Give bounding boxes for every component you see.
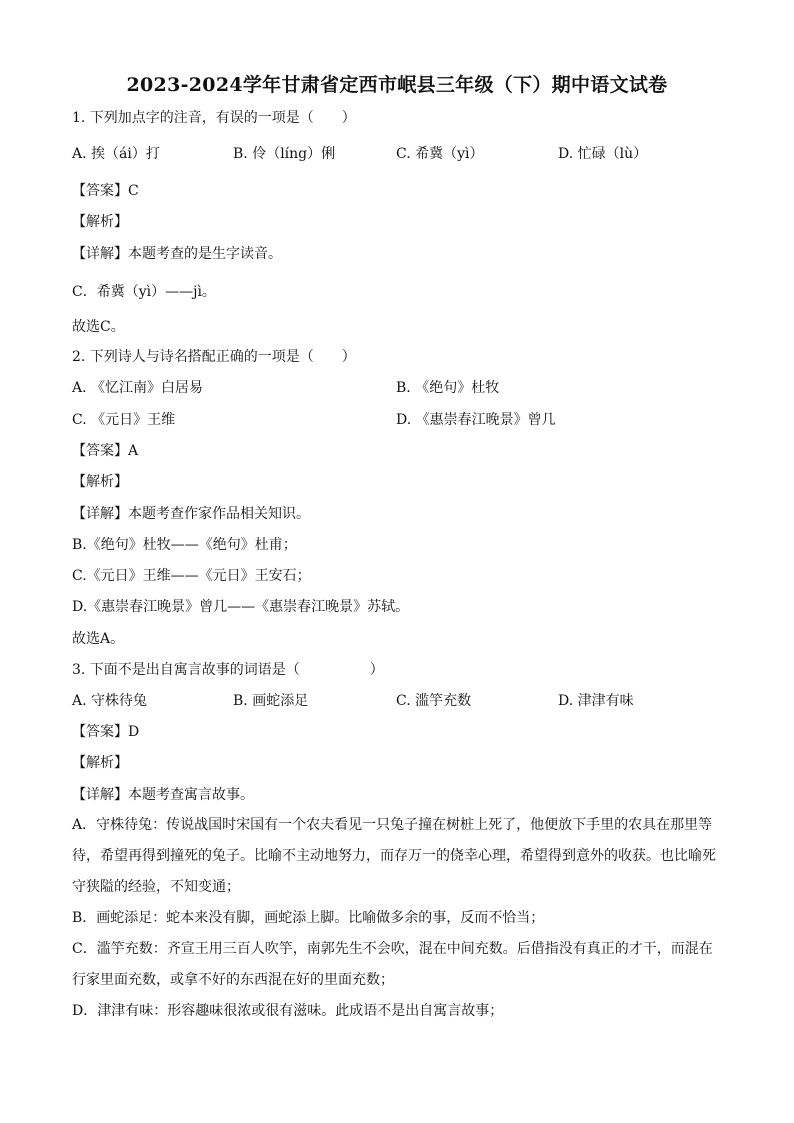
question-2-option-a: A. 《忆江南》白居易 — [72, 380, 204, 396]
question-3-option-c: C. 滥竽充数 — [396, 693, 472, 709]
question-1-stem: 1. 下列加点字的注音，有误的一项是（ ） — [72, 110, 356, 126]
question-3-explanation-a: A．守株待兔：传说战国时宋国有一个农夫看见一只兔子撞在树桩上死了，他便放下手里的农具在那里等待，希望再得到撞死的兔子。比喻不主动地努力，而存万一的侥幸心理，希望得到意外的收获。也比喻死守狭隘的经验，不知变通； — [72, 817, 716, 895]
question-1-answer: 【答案】C — [72, 183, 139, 199]
question-2-conclusion: 故选A。 — [72, 631, 125, 647]
question-2-answer: 【答案】A — [72, 443, 139, 459]
question-2-explanation-line: C.《元日》王维——《元日》王安石； — [72, 568, 311, 584]
question-1-detail: 【详解】本题考查的是生字读音。 — [72, 246, 282, 262]
question-1-option-b: B. 伶（líng）俐 — [233, 146, 336, 162]
question-3-option-b: B. 画蛇添足 — [233, 693, 309, 709]
question-2-explanation-line: B.《绝句》杜牧——《绝句》杜甫； — [72, 537, 297, 553]
question-3-stem: 3. 下面不是出自寓言故事的词语是（ ） — [72, 662, 384, 678]
page-title: 2023-2024学年甘肃省定西市岷县三年级（下）期中语文试卷 — [126, 74, 668, 96]
question-1-option-a: A. 挨（ái）打 — [72, 146, 160, 162]
question-2-stem: 2. 下列诗人与诗名搭配正确的一项是（ ） — [72, 349, 356, 365]
question-2-explanation-line: D.《惠崇春江晚景》曾几——《惠崇春江晚景》苏轼。 — [72, 599, 410, 615]
question-2-detail: 【详解】本题考查作家作品相关知识。 — [72, 506, 310, 522]
question-1-option-d: D. 忙碌（lù） — [558, 146, 648, 162]
question-2-option-b: B. 《绝句》杜牧 — [396, 380, 500, 396]
question-3-explanation-b: B．画蛇添足：蛇本来没有脚，画蛇添上脚。比喻做多余的事，反而不恰当； — [72, 910, 545, 926]
question-3-option-a: A. 守株待兔 — [72, 693, 148, 709]
question-3-explanation-c: C．滥竽充数：齐宣王用三百人吹竽，南郭先生不会吹，混在中间充数。后借指没有真正的才干，而混在行家里面充数，或拿不好的东西混在好的里面充数； — [72, 941, 713, 988]
question-3-analysis-label: 【解析】 — [72, 755, 128, 771]
question-2-analysis-label: 【解析】 — [72, 474, 128, 490]
question-3-answer: 【答案】D — [72, 724, 140, 740]
question-3-detail: 【详解】本题考查寓言故事。 — [72, 787, 254, 803]
question-2-option-c: C. 《元日》王维 — [72, 412, 176, 428]
question-3-option-d: D. 津津有味 — [558, 693, 634, 709]
question-1-explanation-line: C．希冀（yì）——jì。 — [72, 284, 216, 300]
question-2-option-d: D. 《惠崇春江晚景》曾几 — [396, 412, 556, 428]
question-1-option-c: C. 希冀（yì） — [396, 146, 484, 162]
question-1-analysis-label: 【解析】 — [72, 214, 128, 230]
question-3-explanation-d: D．津津有味：形容趣味很浓或很有滋味。此成语不是出自寓言故事； — [72, 1003, 504, 1019]
question-1-conclusion: 故选C。 — [72, 319, 125, 335]
